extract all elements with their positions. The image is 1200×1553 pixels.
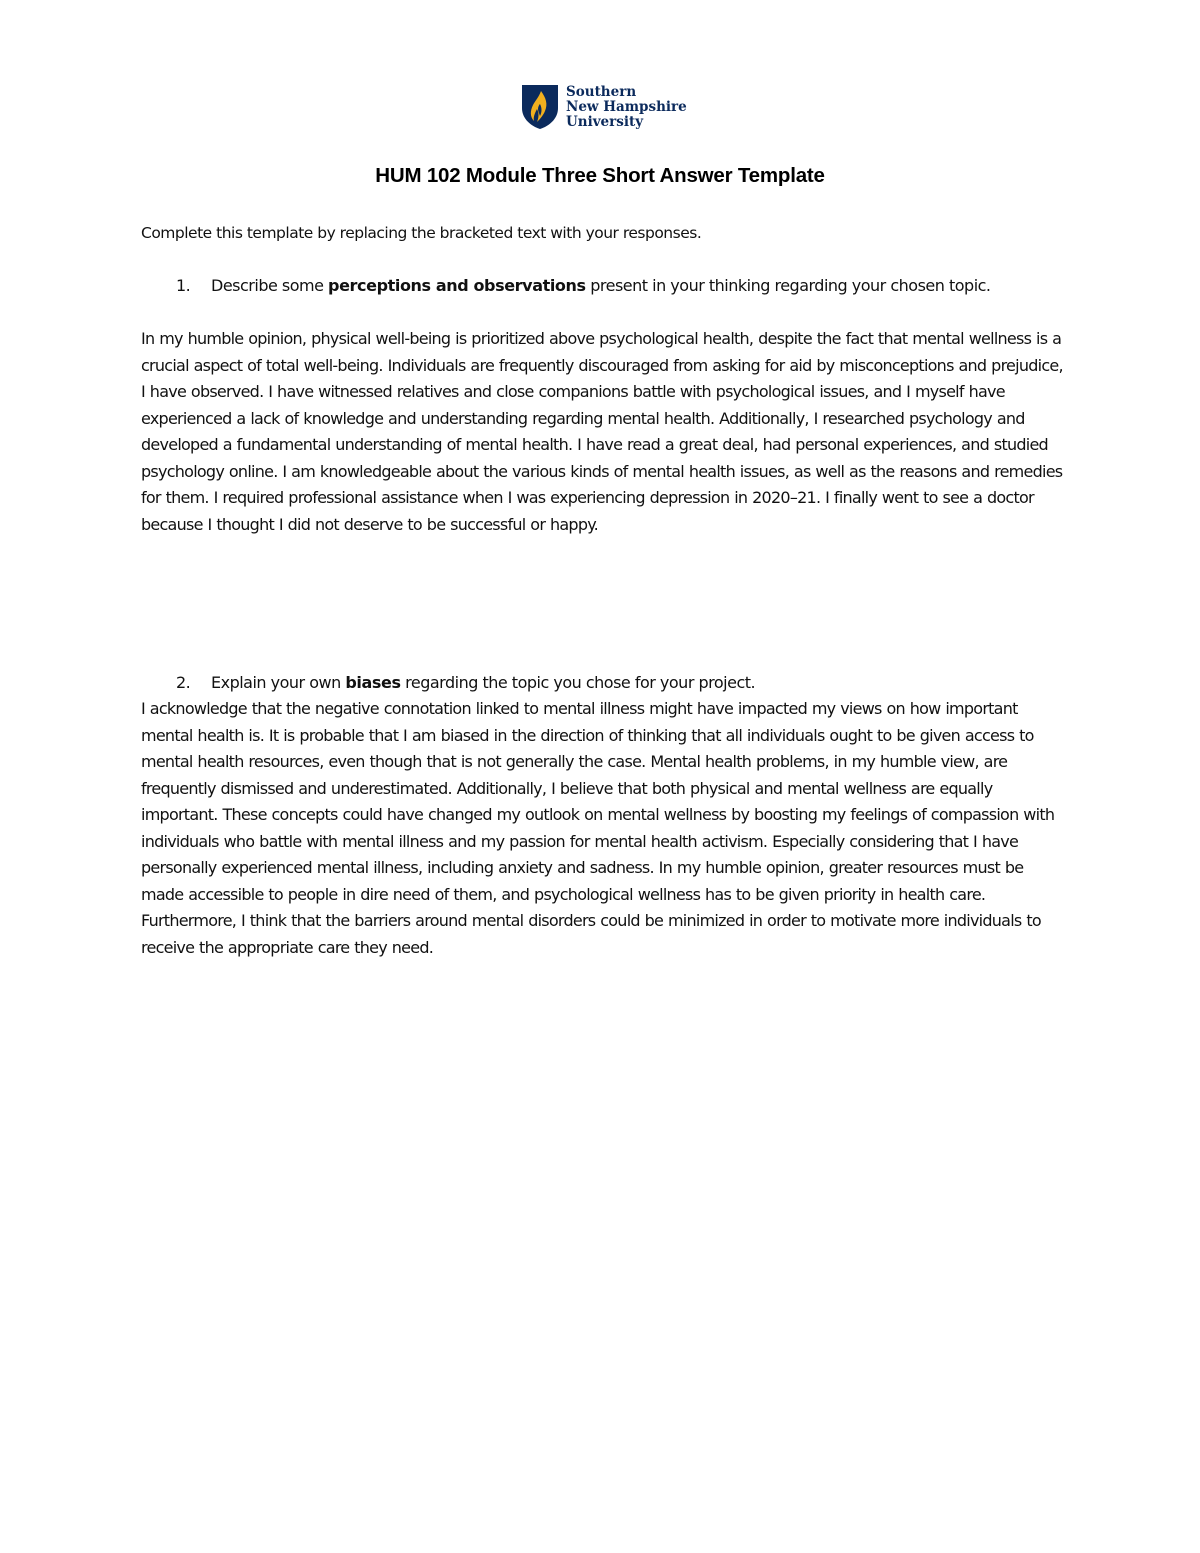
question-text: Describe some perceptions and observations present in your thinking regarding your chosen topic. — [211, 276, 991, 295]
question-emphasis: perceptions and observations — [328, 276, 586, 295]
university-logo — [521, 84, 691, 132]
document-title: HUM 102 Module Three Short Answer Template — [375, 164, 825, 187]
question-2 — [176, 670, 1036, 697]
instructions-text: Complete this template by replacing the bracketed text with your responses. — [141, 224, 702, 242]
logo-line-1: Southern — [566, 84, 637, 100]
logo-wordmark — [566, 85, 687, 130]
question-number: 2. — [176, 673, 191, 692]
logo-line-3: University — [566, 114, 644, 130]
question-text: Explain your own biases regarding the topic you chose for your project. — [211, 673, 756, 692]
logo-line-2: New Hampshire — [566, 99, 687, 115]
question-1 — [176, 273, 1036, 300]
question-emphasis: biases — [345, 673, 401, 692]
flame-shield-icon — [521, 84, 559, 130]
answer-1: In my humble opinion, physical well-being is prioritized above psychological health, despite the fact that mental wellness is a crucial aspect of total well-being. Individuals are frequently discouraged from asking for aid by misconceptions and prejudice, I have observed. I have witnessed relatives and close companions battle with psychological issues, and I myself have experienced a lack of knowledge and understanding regarding mental health. Additionally, I researched psychology and developed a fundamental understanding of mental health. I have read a great deal, had personal experiences, and studied psychology online. I am knowledgeable about the various kinds of mental health issues, as well as the reasons and remedies for them. I required professional assistance when I was experiencing depression in 2020–21. I finally went to see a doctor because I thought I did not deserve to be successful or happy. — [141, 329, 1063, 534]
question-number: 1. — [176, 276, 191, 295]
answer-2: I acknowledge that the negative connotation linked to mental illness might have impacted my views on how important mental health is. It is probable that I am biased in the direction of thinking that all individuals ought to be given access to mental health resources, even though that is not generally the case. Mental health problems, in my humble view, are frequently dismissed and underestimated. Additionally, I believe that both physical and mental wellness are equally important. These concepts could have changed my outlook on mental wellness by boosting my feelings of compassion with individuals who battle with mental illness and my passion for mental health activism. Especially considering that I have personally experienced mental illness, including anxiety and sadness. In my humble opinion, greater resources must be made accessible to people in dire need of them, and psychological wellness has to be given priority in health care. Furthermore, I think that the barriers around mental disorders could be minimized in order to motivate more individuals to receive the appropriate care they need. — [141, 699, 1055, 957]
